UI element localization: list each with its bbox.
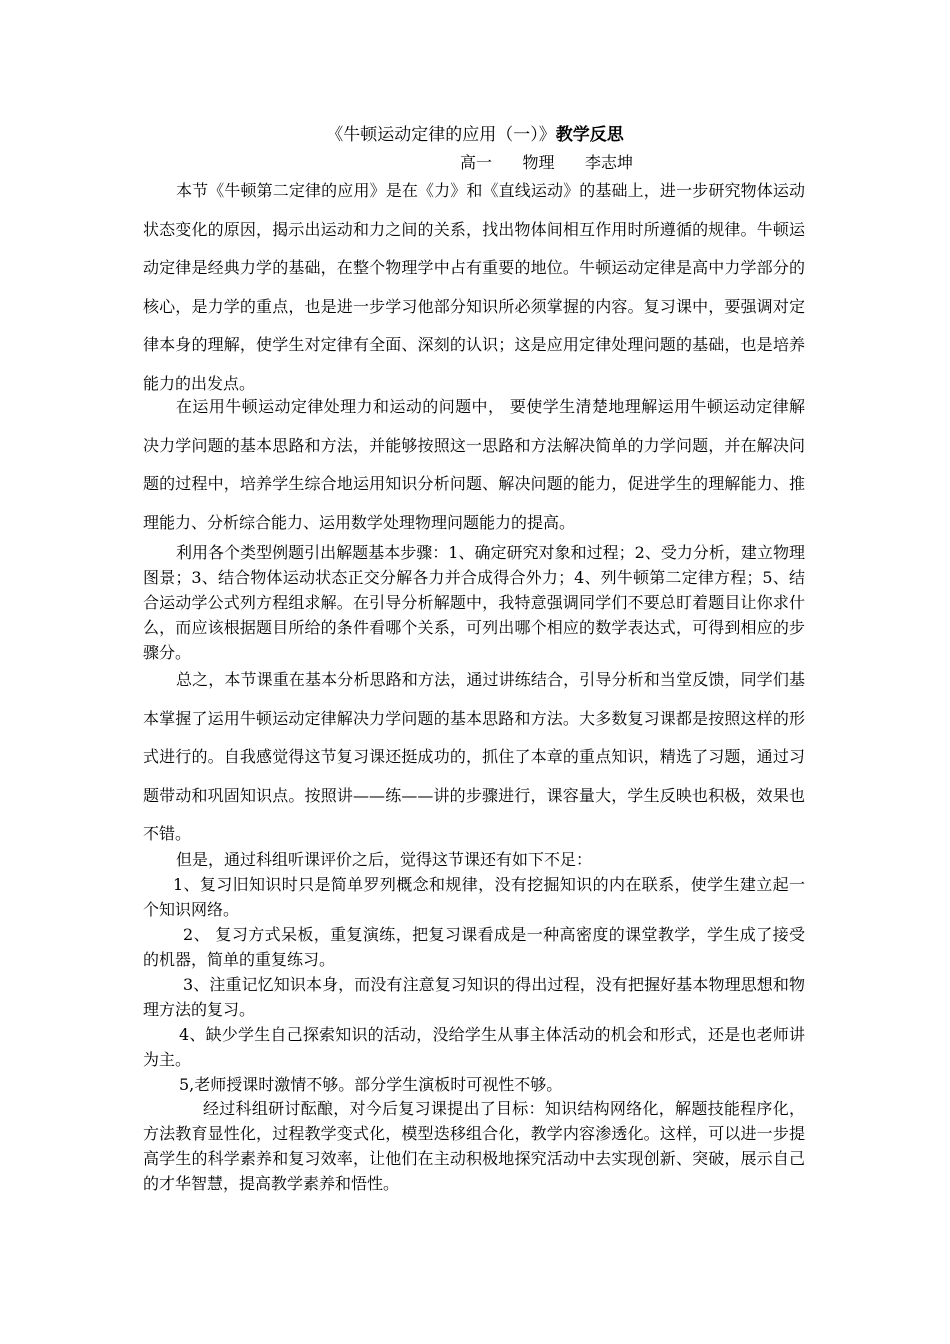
deficiency-item-5: 5,老师授课时激情不够。部分学生演板时可视性不够。 xyxy=(179,1075,563,1094)
paragraph-steps-block xyxy=(143,540,805,665)
paragraph-method-block xyxy=(143,388,805,542)
paragraph-goals-block xyxy=(143,1096,805,1196)
paragraph-5: 但是，通过科组听课评价之后，觉得这节课还有如下不足： xyxy=(176,850,593,869)
paragraph-1: 本节《牛顿第二定律的应用》是在《力》和《直线运动》的基础上，进一步研究物体运动状态变化的原因，揭示出运动和力之间的关系，找出物体间相互作用时所遵循的规律。牛顿运动定律是经典力学的基础，在整个物理学中占有重要的地位。牛顿运动定律是高中力学部分的核心，是力学的重点，也是进一步学习他部分知识所必须掌握的内容。复习课中，要强调对定律本身的理解，使学生对定律有全面、深刻的认识；这是应用定律处理问题的基础，也是培养能力的出发点。 xyxy=(143,181,805,393)
deficiency-list-block xyxy=(143,847,805,1097)
page-title xyxy=(0,120,950,145)
paragraph-4: 总之，本节课重在基本分析思路和方法，通过讲练结合，引导分析和当堂反馈，同学们基本掌握了运用牛顿运动定律解决力学问题的基本思路和方法。大多数复习课都是按照这样的形式进行的。自我感觉得这节复习课还挺成功的，抓住了本章的重点知识，精选了习题，通过习题带动和巩固知识点。按照讲——练——讲的步骤进行，课容量大，学生反映也积极，效果也不错。 xyxy=(143,670,805,843)
paragraph-intro-block xyxy=(143,172,805,403)
paragraph-2: 在运用牛顿运动定律处理力和运动的问题中， 要使学生清楚地理解运用牛顿运动定律解决力学问题的基本思路和方法，并能够按照这一思路和方法解决简单的力学问题，并在解决问题的过程中，培养学生综合地运用知识分析问题、解决问题的能力，促进学生的理解能力、推理能力、分析综合能力、运用数学处理物理问题能力的提高。 xyxy=(143,397,805,532)
paragraph-3: 利用各个类型例题引出解题基本步骤：1、确定研究对象和过程；2、受力分析，建立物理图景；3、结合物体运动状态正交分解各力并合成得合外力；4、列牛顿第二定律方程；5、结合运动学公式列方程组求解。在引导分析解题中，我特意强调同学们不要总盯着题目让你求什么，而应该根据题目所给的条件看哪个关系，可列出哪个相应的数学表达式，可得到相应的步骤分。 xyxy=(143,543,805,662)
title-main: 《牛顿运动定律的应用（一）》 xyxy=(326,125,556,145)
paragraph-6: 经过科组研讨酝酿，对今后复习课提出了目标：知识结构网络化，解题技能程序化，方法教育显性化，过程教学变式化，模型迭移组合化，教学内容渗透化。这样，可以进一步提高学生的科学素养和复习效率，让他们在主动积极地探究活动中去实现创新、突破，展示自己的才华智慧，提高教学素养和悟性。 xyxy=(143,1099,805,1193)
deficiency-item-1: 1、复习旧知识时只是简单罗列概念和规律，没有挖掘知识的内在联系，使学生建立起一个知识网络。 xyxy=(143,875,805,919)
deficiency-item-2: 2、 复习方式呆板，重复演练，把复习课看成是一种高密度的课堂教学，学生成了接受的机器，简单的重复练习。 xyxy=(143,925,805,969)
deficiency-item-3: 3、注重记忆知识本身，而没有注意复习知识的得出过程，没有把握好基本物理思想和物理方法的复习。 xyxy=(143,975,805,1019)
author-byline: 高一 物理 李志坤 xyxy=(460,153,634,172)
title-suffix: 教学反思 xyxy=(555,125,624,145)
paragraph-summary-block xyxy=(143,661,805,854)
deficiency-item-4: 4、缺少学生自己探索知识的活动，没给学生从事主体活动的机会和形式，还是也老师讲为主。 xyxy=(143,1025,805,1069)
